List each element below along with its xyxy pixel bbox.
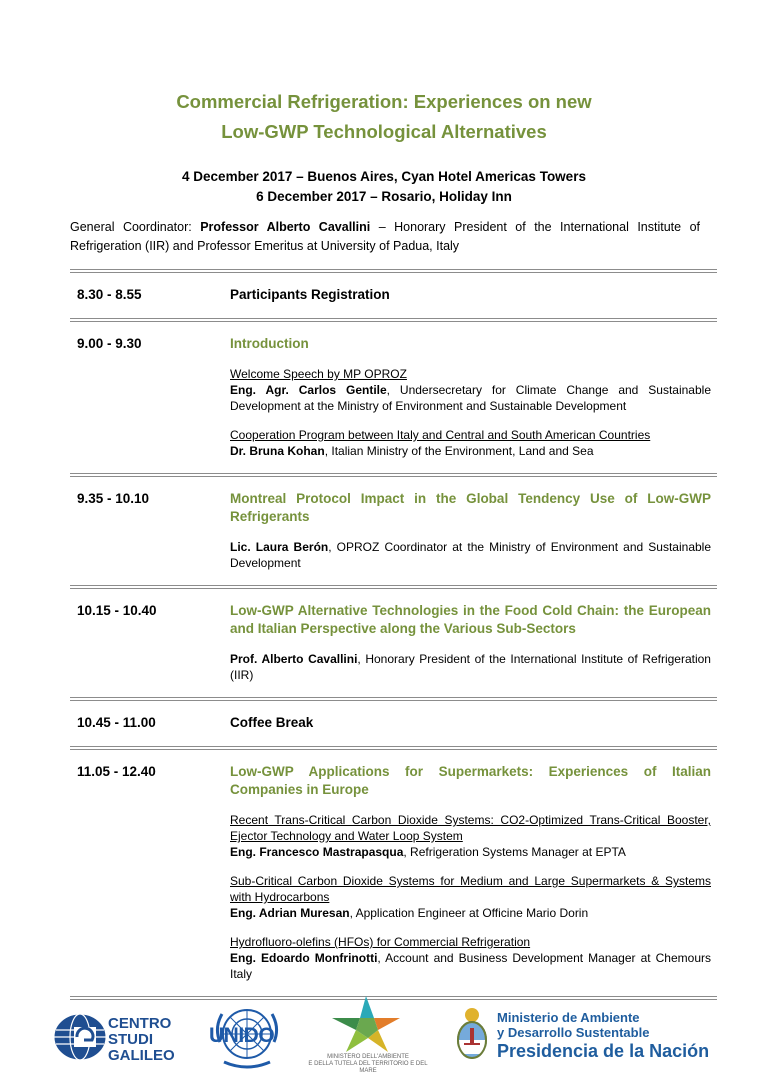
argentina-line1: Ministerio de Ambiente	[497, 1010, 640, 1025]
agenda-time: 11.05 - 12.40	[77, 764, 156, 779]
csg-line1: CENTRO	[108, 1015, 172, 1032]
agenda-time: 8.30 - 8.55	[77, 287, 142, 302]
centro-studi-galileo-logo	[108, 1016, 175, 1064]
agenda-time: 10.45 - 11.00	[77, 715, 156, 730]
talk-block	[230, 873, 711, 921]
speaker-name: Lic. Laura Berón	[230, 540, 329, 554]
coordinator-name: Professor Alberto Cavallini	[200, 220, 371, 234]
agenda-heading: Low-GWP Applications for Supermarkets: Experiences of Italian Companies in Europe	[230, 764, 711, 797]
agenda-row	[70, 701, 717, 746]
speaker-name: Eng. Agr. Carlos Gentile	[230, 383, 387, 397]
talk-topic: Recent Trans-Critical Carbon Dioxide Systems: CO2-Optimized Trans-Critical Booster, Ejector Technology and Water Loop System	[230, 813, 711, 843]
page-title-line2: Low-GWP Technological Alternatives	[221, 121, 547, 142]
csg-line2: STUDI	[108, 1031, 153, 1048]
agenda-row	[70, 322, 717, 473]
agenda-content	[230, 335, 711, 459]
talk-speaker-line	[230, 539, 711, 571]
talk-speaker-line	[230, 905, 711, 921]
agenda-time: 9.35 - 10.10	[77, 491, 150, 506]
agenda-time: 9.00 - 9.30	[77, 336, 142, 351]
talk-speaker-line	[230, 382, 711, 414]
speaker-role: , Italian Ministry of the Environment, Land and Sea	[324, 444, 594, 458]
speaker-role: , OPROZ Coordinator at the Ministry of Environment and Sustainable Development	[230, 540, 712, 570]
speaker-name: Eng. Edoardo Monfrinotti	[230, 951, 378, 965]
agenda-heading: Introduction	[230, 336, 309, 351]
agenda-row	[70, 750, 717, 996]
agenda-heading: Montreal Protocol Impact in the Global Tendency Use of Low-GWP Refrigerants	[230, 491, 711, 524]
talk-speaker-line	[230, 950, 711, 982]
unido-logo-text: UNIDO	[209, 1024, 275, 1047]
talk-block	[230, 651, 711, 683]
speaker-name: Eng. Adrian Muresan	[230, 906, 350, 920]
talk-topic: Sub-Critical Carbon Dioxide Systems for Medium and Large Supermarkets & Systems with Hydrocarbons	[230, 874, 711, 904]
csg-line3: GALILEO	[108, 1047, 175, 1064]
talk-block	[230, 812, 711, 860]
argentina-line3: Presidencia de la Nación	[497, 1041, 710, 1061]
speaker-role: , Refrigeration Systems Manager at EPTA	[403, 845, 626, 859]
footer-logos	[0, 990, 768, 1080]
general-coordinator	[70, 218, 700, 256]
argentina-coat-of-arms-icon	[452, 1006, 492, 1064]
talk-block	[230, 934, 711, 982]
agenda-content	[230, 286, 711, 304]
talk-topic: Welcome Speech by MP OPROZ	[230, 367, 407, 381]
agenda-row	[70, 589, 717, 697]
talk-speaker-line	[230, 443, 711, 459]
speaker-name: Eng. Francesco Mastrapasqua	[230, 845, 404, 859]
mattm-line2: E DELLA TUTELA DEL TERRITORIO E DEL MARE	[308, 1061, 428, 1074]
agenda-table	[70, 269, 717, 1000]
event-date-buenos-aires: 4 December 2017 – Buenos Aires, Cyan Hotel Americas Towers	[182, 169, 586, 184]
mattm-logo-text	[308, 1054, 428, 1075]
talk-topic: Cooperation Program between Italy and Central and South American Countries	[230, 428, 651, 442]
speaker-role: , Account and Business Development Manager at Chemours Italy	[230, 951, 711, 981]
agenda-row	[70, 273, 717, 318]
speaker-role: , Application Engineer at Officine Mario Dorin	[349, 906, 589, 920]
agenda-content	[230, 714, 711, 732]
talk-topic: Hydrofluoro-olefins (HFOs) for Commercial Refrigeration	[230, 935, 531, 949]
mattm-star-icon	[330, 994, 402, 1054]
event-date-rosario: 6 December 2017 – Rosario, Holiday Inn	[256, 189, 512, 204]
talk-speaker-line	[230, 844, 711, 860]
speaker-role: , Honorary President of the International Institute of Refrigeration (IIR)	[230, 652, 711, 682]
coordinator-prefix: General Coordinator:	[70, 220, 201, 234]
talk-block	[230, 539, 711, 571]
speaker-name: Prof. Alberto Cavallini	[230, 652, 358, 666]
agenda-row	[70, 477, 717, 585]
talk-block	[230, 427, 711, 459]
agenda-content	[230, 602, 711, 683]
agenda-heading: Coffee Break	[230, 715, 314, 730]
agenda-content	[230, 763, 711, 982]
coordinator-description: – Honorary President of the International Institute of Refrigeration (IIR) and Professor Emeritus at University of Padua, Italy	[70, 220, 701, 253]
argentina-ministry-logo	[497, 1010, 709, 1062]
mattm-line1: MINISTERO DELL'AMBIENTE	[327, 1054, 409, 1060]
talk-block	[230, 366, 711, 414]
speaker-role: , Undersecretary for Climate Change and Sustainable Development at the Ministry of Environment and Sustainable Development	[230, 383, 711, 413]
talk-speaker-line	[230, 651, 711, 683]
page-title-line1: Commercial Refrigeration: Experiences on new	[176, 91, 592, 112]
centro-studi-galileo-globe-icon	[52, 1012, 108, 1062]
argentina-line2: y Desarrollo Sustentable	[497, 1025, 650, 1040]
speaker-name: Dr. Bruna Kohan	[230, 444, 325, 458]
agenda-heading: Low-GWP Alternative Technologies in the Food Cold Chain: the European and Italian Perspective along the Various Sub-Sectors	[230, 603, 711, 636]
agenda-heading: Participants Registration	[230, 287, 390, 302]
agenda-content	[230, 490, 711, 571]
agenda-time: 10.15 - 10.40	[77, 603, 157, 618]
